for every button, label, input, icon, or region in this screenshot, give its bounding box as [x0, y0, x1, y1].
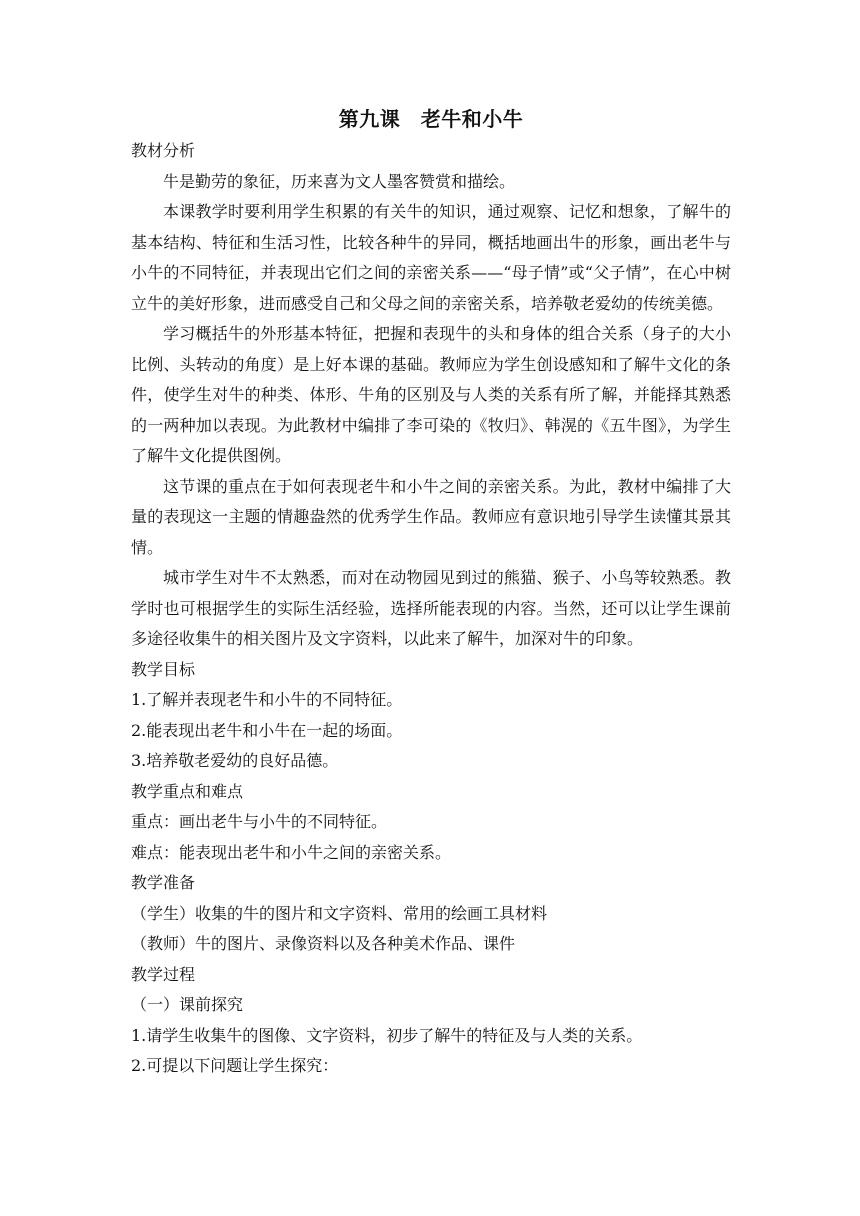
list-item: 难点：能表现出老牛和小牛之间的亲密关系。 — [131, 842, 452, 862]
list-item: 1.请学生收集牛的图像、文字资料，初步了解牛的特征及与人类的关系。 — [131, 1025, 643, 1045]
paragraph: 本课教学时要利用学生积累的有关牛的知识，通过观察、记忆和想象，了解牛的基本结构、特征和生活习性，比较各种牛的异同，概括地画出牛的形象，画出老牛与小牛的不同特征，并表现出它们之间的亲密关系——“母子情”或“父子情”，在心中树立牛的美好形象，进而感受自己和父母之间的亲密关系，培养敬老爱幼的传统美德。 — [131, 202, 731, 313]
list-item: （一）课前探究 — [131, 995, 244, 1014]
section-heading-focus: 教学重点和难点 — [131, 781, 244, 801]
paragraph: 牛是勤劳的象征，历来喜为文人墨客赞赏和描绘。 — [163, 171, 516, 191]
list-item: 重点：画出老牛与小牛的不同特征。 — [131, 812, 388, 831]
section-heading-goals: 教学目标 — [131, 659, 196, 679]
list-item: 2.能表现出老牛和小牛在一起的场面。 — [131, 720, 403, 740]
section-heading-prep: 教学准备 — [131, 873, 196, 892]
paragraph: 城市学生对牛不太熟悉，而对在动物园见到过的熊猫、猴子、小鸟等较熟悉。教学时也可根据学生的实际生活经验，选择所能表现的内容。当然，还可以让学生课前多途径收集牛的相关图片及文字资料，以此来了解牛，加深对牛的印象。 — [131, 568, 731, 648]
list-item: 1.了解并表现老牛和小牛的不同特征。 — [131, 690, 403, 709]
list-item: （教师）牛的图片、录像资料以及各种美术作品、课件 — [131, 934, 516, 953]
document-page — [131, 104, 731, 1082]
paragraph: 学习概括牛的外形基本特征，把握和表现牛的头和身体的组合关系（身子的大小比例、头转动的角度）是上好本课的基础。教师应为学生创设感知和了解牛文化的条件，使学生对牛的种类、体形、牛角的区别及与人类的关系有所了解，并能择其熟悉的一两种加以表现。为此教材中编排了李可染的《牧归》、韩滉的《五牛图》，为学生了解牛文化提供图例。 — [131, 324, 731, 465]
list-item: （学生）收集的牛的图片和文字资料、常用的绘画工具材料 — [131, 903, 548, 923]
page-title: 第九课 老牛和小牛 — [338, 107, 524, 131]
list-item: 2.可提以下问题让学生探究： — [131, 1056, 339, 1075]
paragraph: 这节课的重点在于如何表现老牛和小牛之间的亲密关系。为此，教材中编排了大量的表现这一主题的情趣盎然的优秀学生作品。教师应有意识地引导学生读懂其景其情。 — [131, 476, 731, 557]
section-heading-process: 教学过程 — [131, 964, 196, 984]
section-heading-analysis: 教材分析 — [131, 141, 196, 160]
list-item: 3.培养敬老爱幼的良好品德。 — [131, 751, 339, 770]
